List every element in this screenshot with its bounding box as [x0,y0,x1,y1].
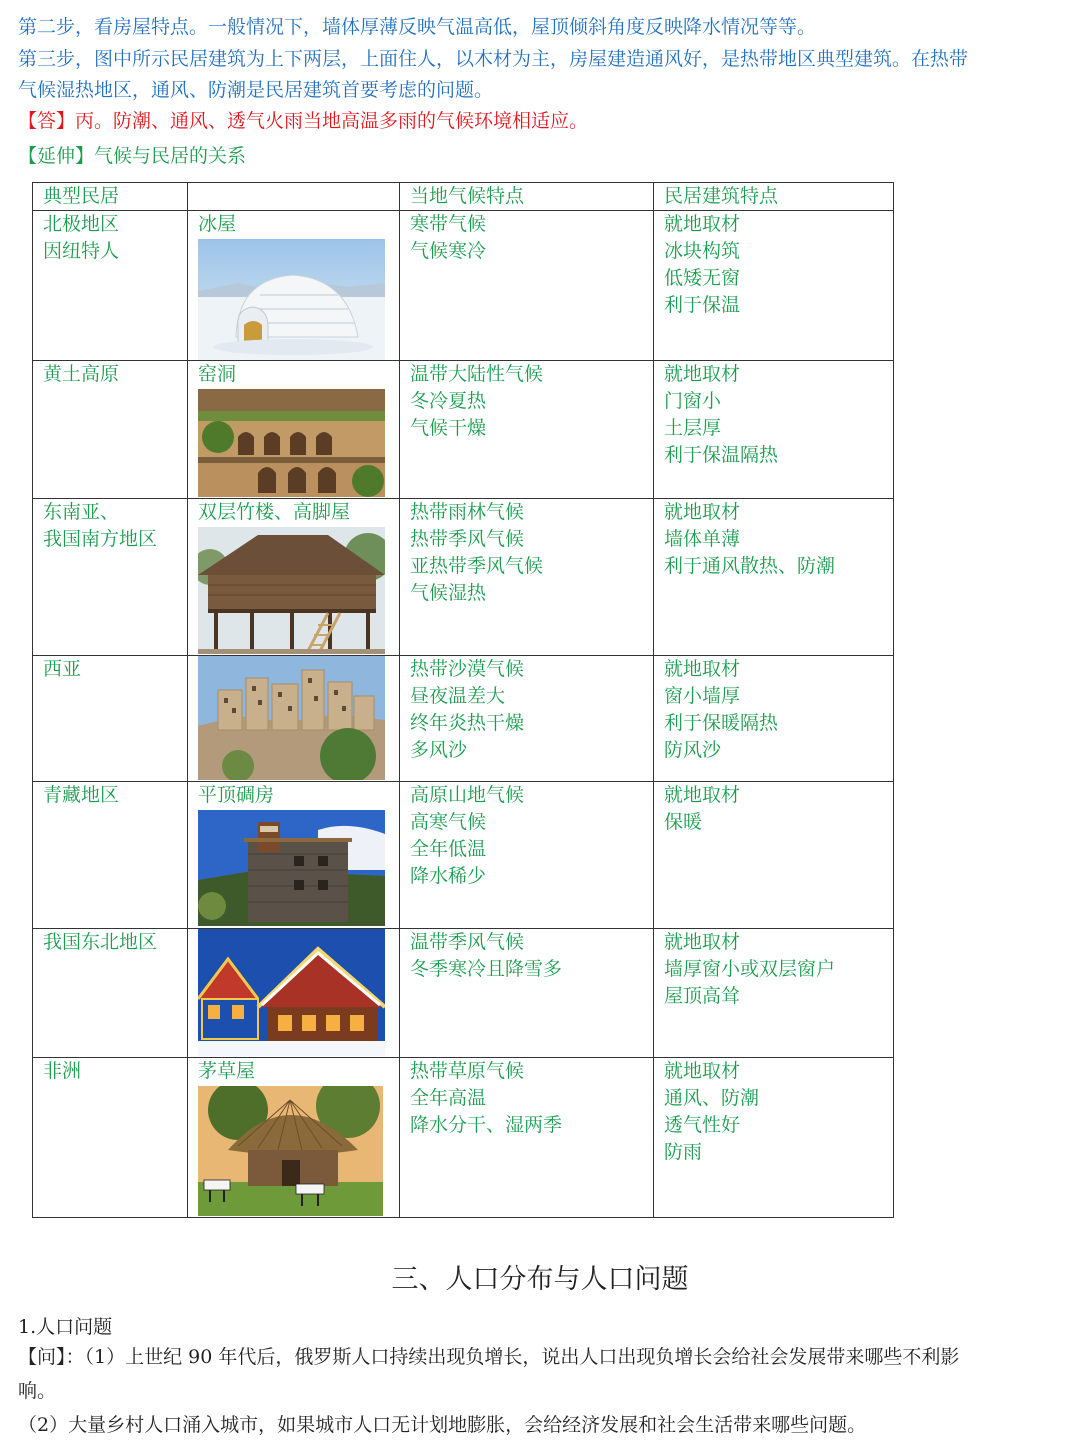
climate-cell: 温带季风气候 冬季寒冷且降雪多 [400,929,654,1058]
cave-dwelling-photo [198,389,399,497]
features-cell: 就地取材 通风、防潮 透气性好 防雨 [654,1058,894,1218]
region-cell: 黄土高原 [33,361,188,499]
step-two-text: 第二步，看房屋特点。一般情况下，墙体厚薄反映气温高低，屋顶倾斜角度反映降水情况等等。 [18,16,817,38]
extension-heading: 【延伸】气候与民居的关系 [18,145,247,167]
table-header-row [33,183,894,211]
header-climate: 当地气候特点 [400,183,654,211]
thatched-hut-photo [198,1086,399,1216]
question-one-cont: 响。 [18,1380,57,1402]
mudbrick-towers-photo [198,656,399,780]
dwelling-cell [188,656,400,782]
climate-cell: 温带大陆性气候 冬冷夏热 气候干燥 [400,361,654,499]
features-cell: 就地取材 窗小墙厚 利于保暖隔热 防风沙 [654,656,894,782]
region-cell: 非洲 [33,1058,188,1218]
dwelling-cell [188,499,400,656]
header-photo [188,183,400,211]
dwelling-name: 双层竹楼、高脚屋 [198,501,351,523]
table-row [33,929,894,1058]
dwelling-name: 茅草屋 [198,1060,256,1082]
climate-cell: 热带草原气候 全年高温 降水分干、湿两季 [400,1058,654,1218]
dwelling-cell [188,211,400,361]
snow-roof-house-photo [198,929,399,1056]
dwelling-name: 平顶碉房 [198,784,275,806]
region-cell: 我国东北地区 [33,929,188,1058]
dwelling-cell [188,361,400,499]
climate-cell: 寒带气候 气候寒冷 [400,211,654,361]
features-cell: 就地取材 保暖 [654,782,894,929]
header-typical-dwelling: 典型民居 [33,183,188,211]
climate-dwelling-table [32,182,894,1218]
dwelling-cell [188,1058,400,1218]
climate-cell: 热带沙漠气候 昼夜温差大 终年炎热干燥 多风沙 [400,656,654,782]
section-title: 三、人口分布与人口问题 [391,1264,689,1295]
dwelling-name: 冰屋 [198,213,237,235]
dwelling-name: 窑洞 [198,363,237,385]
table-row [33,656,894,782]
features-cell: 就地取材 门窗小 土层厚 利于保温隔热 [654,361,894,499]
features-cell: 就地取材 墙厚窗小或双层窗户 屋顶高耸 [654,929,894,1058]
stilt-house-photo [198,527,399,654]
table-row [33,211,894,361]
region-cell: 青藏地区 [33,782,188,929]
climate-cell: 热带雨林气候 热带季风气候 亚热带季风气候 气候湿热 [400,499,654,656]
table-row [33,782,894,929]
climate-cell: 高原山地气候 高寒气候 全年低温 降水稀少 [400,782,654,929]
question-two: （2）大量乡村人口涌入城市，如果城市人口无计划地膨胀，会给经济发展和社会生活带来哪些问题。 [18,1414,867,1436]
region-cell: 北极地区 因纽特人 [33,211,188,361]
question-one: 【问】：（1）上世纪 90 年代后，俄罗斯人口持续出现负增长，说出人口出现负增长会给社会发展带来哪些不利影 [18,1346,960,1368]
features-cell: 就地取材 冰块构筑 低矮无窗 利于保温 [654,211,894,361]
region-cell: 东南亚、 我国南方地区 [33,499,188,656]
igloo-photo [198,239,399,360]
header-features: 民居建筑特点 [654,183,894,211]
features-cell: 就地取材 墙体单薄 利于通风散热、防潮 [654,499,894,656]
table-row [33,499,894,656]
step-three-text: 第三步，图中所示民居建筑为上下两层，上面住人，以木材为主，房屋建造通风好，是热带地区典型建筑。在热带 [18,48,969,70]
region-cell: 西亚 [33,656,188,782]
table-row [33,361,894,499]
dwelling-cell [188,929,400,1058]
subsection-heading: 1.人口问题 [18,1316,113,1338]
stone-blockhouse-photo [198,810,399,926]
answer-text: 【答】丙。防潮、通风、透气火雨当地高温多雨的气候环境相适应。 [18,110,589,132]
step-three-text-cont: 气候湿热地区，通风、防潮是民居建筑首要考虑的问题。 [18,79,494,101]
table-row [33,1058,894,1218]
dwelling-cell [188,782,400,929]
